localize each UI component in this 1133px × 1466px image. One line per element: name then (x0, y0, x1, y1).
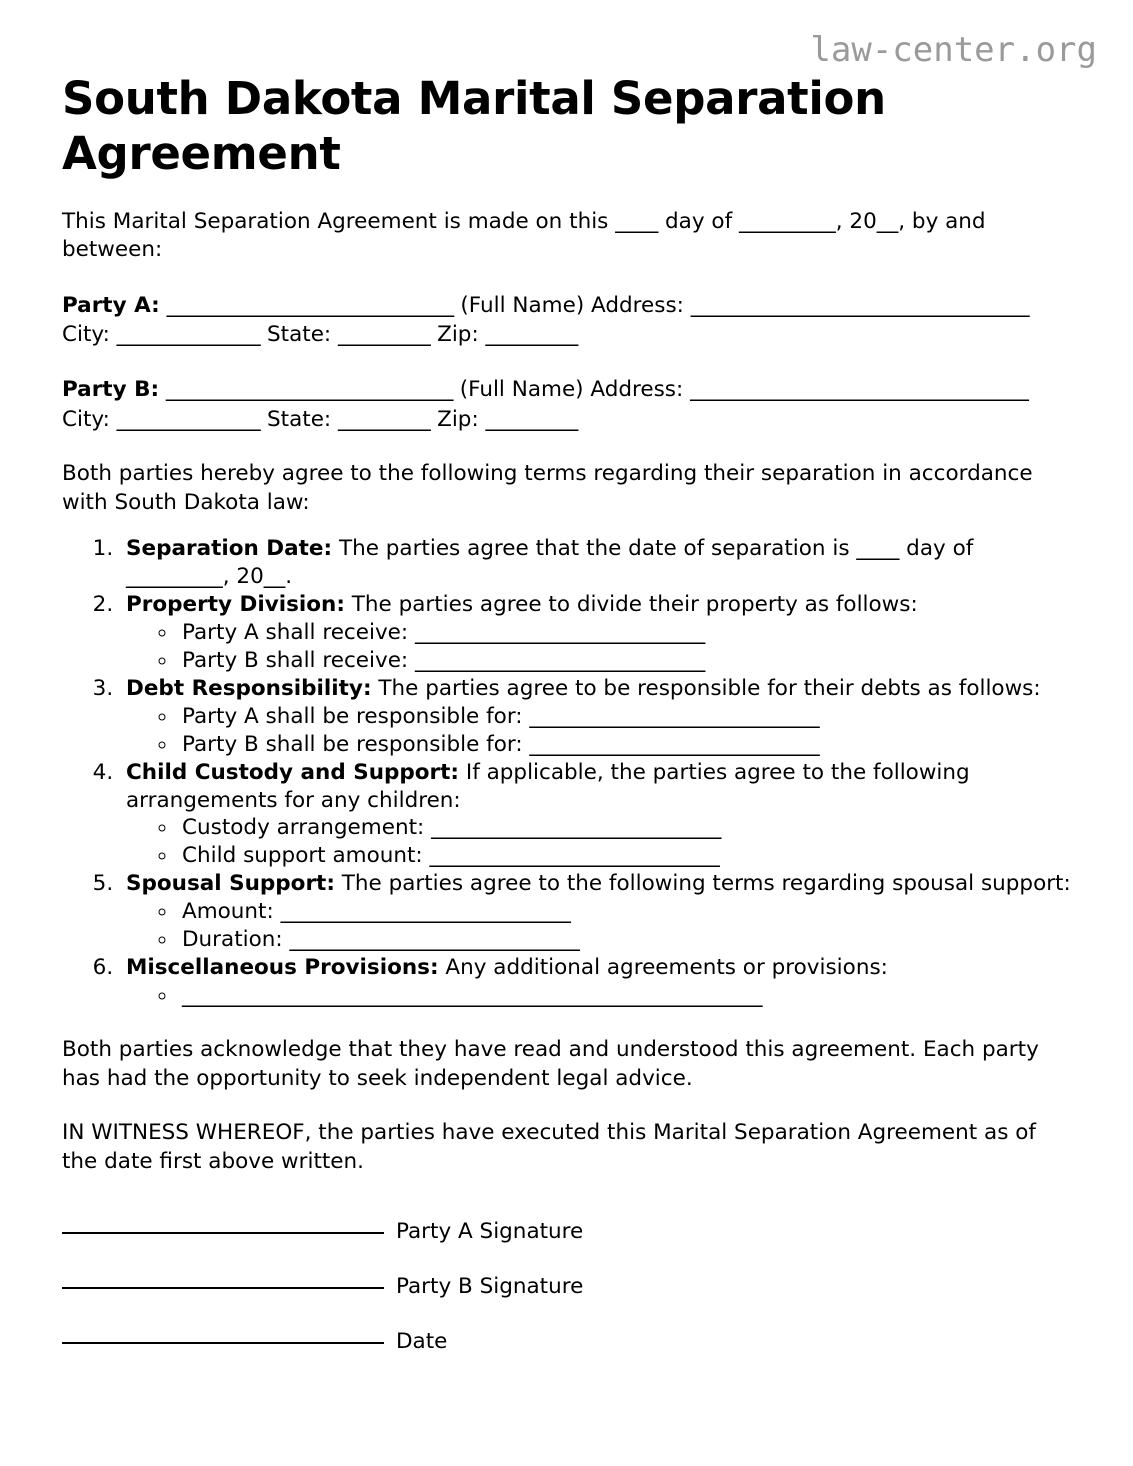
term-sub-item: ◦ Party B shall be responsible for: ___________________________ (178, 731, 1071, 759)
intro-paragraph: This Marital Separation Agreement is made on this ____ day of _________, 20__, by and between: (62, 208, 986, 263)
party-a-state-label: State: (267, 322, 332, 348)
term-sub-list (126, 982, 1071, 1010)
party-a-address-blank: _________________________________ (690, 292, 1030, 318)
witness-paragraph: IN WITNESS WHEREOF, the parties have executed this Marital Separation Agreement as of the date first above written. (62, 1120, 1036, 1174)
terms-list (62, 535, 1071, 1010)
party-a-state-blank: _________ (338, 322, 431, 348)
term-sub-item: ◦ Custody arrangement: ___________________________ (178, 814, 1071, 842)
term-heading: Miscellaneous Provisions: (126, 955, 439, 981)
term-item (120, 591, 1071, 675)
party-a-zip-blank: _________ (485, 322, 578, 348)
term-item (120, 759, 1071, 871)
party-b-state-blank: _________ (338, 406, 431, 432)
party-b-city-blank: ______________ (116, 406, 261, 432)
term-text: The parties agree to the following terms regarding spousal support: (334, 871, 1071, 897)
signature-row (62, 1218, 1071, 1247)
site-watermark: law-center.org (810, 30, 1097, 70)
term-text: The parties agree to be responsible for their debts as follows: (371, 675, 1041, 701)
agreement-intro-paragraph: Both parties hereby agree to the following terms regarding their separation in accordance with South Dakota law: (62, 460, 1033, 515)
page-title: South Dakota Marital Separation Agreement (62, 72, 886, 180)
term-heading: Debt Responsibility: (126, 675, 372, 701)
term-item (120, 535, 1071, 591)
term-heading: Separation Date: (126, 536, 333, 562)
term-sub-list (126, 898, 1071, 954)
signature-row (62, 1328, 1071, 1357)
term-item (120, 675, 1071, 759)
signature-line[interactable] (62, 1341, 384, 1344)
term-heading: Property Division: (126, 591, 345, 617)
party-a-name-blank: ____________________________ (166, 292, 454, 318)
signature-row (62, 1273, 1071, 1302)
term-sub-item: ◦ ______________________________________________________ (178, 982, 1071, 1010)
party-a-city-blank: ______________ (116, 322, 261, 348)
term-sub-item: ◦ Child support amount: ___________________________ (178, 842, 1071, 870)
party-b-name-blank: ____________________________ (165, 377, 453, 403)
party-b-zip-label: Zip: (437, 406, 479, 432)
party-a-city-label: City: (62, 322, 110, 348)
party-b-label: Party B: (62, 377, 160, 403)
term-text: If applicable, the parties agree to the following arrangements for any children: (126, 759, 970, 813)
term-sub-item: ◦ Party B shall receive: ___________________________ (178, 647, 1071, 675)
term-text: Any additional agreements or provisions: (438, 955, 888, 981)
signature-label: Party A Signature (396, 1219, 584, 1245)
signature-label: Date (396, 1328, 448, 1354)
signature-line[interactable] (62, 1286, 384, 1289)
term-heading: Child Custody and Support: (126, 759, 460, 785)
term-sub-item: ◦ Duration: ___________________________ (178, 926, 1071, 954)
signature-block (62, 1218, 1071, 1356)
party-b-zip-blank: _________ (485, 406, 578, 432)
signature-label: Party B Signature (396, 1274, 584, 1299)
party-b-city-label: City: (62, 406, 110, 432)
party-a-zip-label: Zip: (437, 322, 479, 348)
party-b-address-blank: _________________________________ (690, 377, 1029, 403)
term-text: The parties agree that the date of separation is ____ day of _________, 20__. (126, 536, 974, 590)
term-sub-list (126, 619, 1071, 675)
party-a-fullname-note: (Full Name) Address: (460, 292, 684, 318)
party-a-block (62, 291, 1071, 349)
term-sub-list (126, 814, 1071, 870)
term-item (120, 870, 1071, 954)
term-sub-list (126, 703, 1071, 759)
term-sub-item: ◦ Party A shall be responsible for: ___________________________ (178, 703, 1071, 731)
term-sub-item: ◦ Amount: ___________________________ (178, 898, 1071, 926)
term-item (120, 954, 1071, 1010)
term-sub-item: ◦ Party A shall receive: ___________________________ (178, 619, 1071, 647)
party-a-label: Party A: (62, 292, 160, 318)
party-b-state-label: State: (267, 406, 332, 432)
acknowledgment-paragraph: Both parties acknowledge that they have read and understood this agreement. Each party has had the opportunity to seek independent legal advice. (62, 1037, 1039, 1091)
party-b-block (62, 375, 1071, 433)
party-b-fullname-note: (Full Name) Address: (459, 377, 684, 403)
term-heading: Spousal Support: (126, 871, 335, 897)
signature-line[interactable] (62, 1231, 384, 1234)
term-text: The parties agree to divide their property as follows: (344, 591, 918, 617)
